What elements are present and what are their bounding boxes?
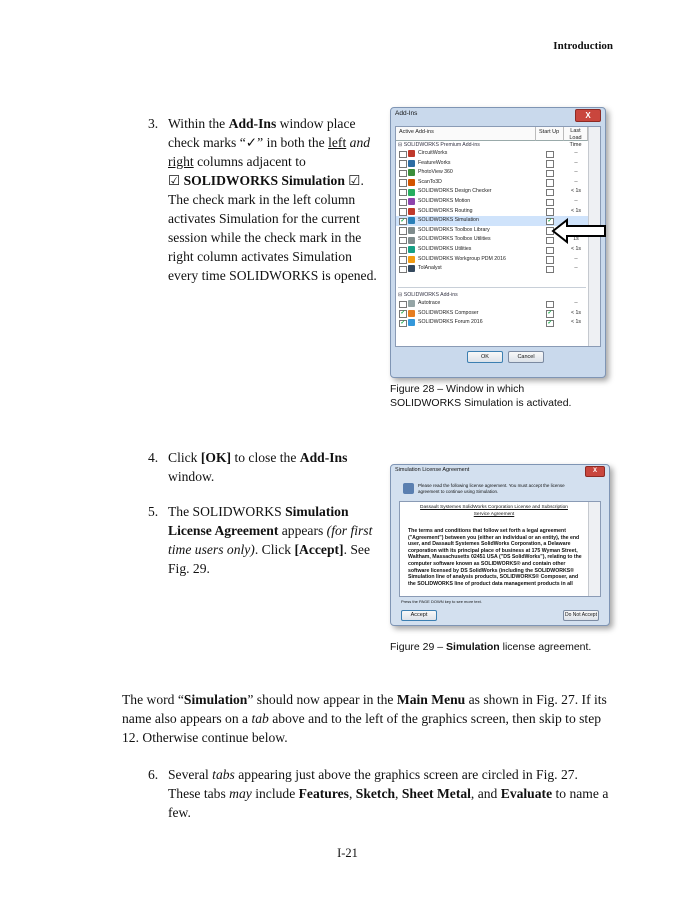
last-load-time: -- <box>574 255 578 262</box>
active-checkbox[interactable]: ✓ <box>400 217 406 224</box>
figure-29-caption: Figure 29 – Simulation license agreement. <box>390 641 592 653</box>
license-body: The terms and conditions that follow set forth a legal agreement ("Agreement") between you (either an individual or an entity), the end user, and Dassault Systemes SolidWorks Corporation, a Delaware corporation with its principal place of business at 175 Wyman Street, Waltham, Massachusetts 02451 USA ("DS SolidWorks"), relating to the computer software known as SOLIDWORKS® and contain other software licensed by DS SolidWorks (including the SOLIDWORKS® Simulation line of analysis products, SOLIDWORKS® Composer, and the SOLIDWORKS line of product data management products in all <box>408 528 582 587</box>
add-in-name: SOLIDWORKS Workgroup PDM 2016 <box>418 255 506 262</box>
page-number: I-21 <box>337 846 358 860</box>
last-load-time: -- <box>574 159 578 166</box>
last-load-time: < 1s <box>571 188 581 195</box>
step-number: 6. <box>148 767 159 782</box>
last-load-time: -- <box>574 178 578 185</box>
add-in-row[interactable] <box>396 245 588 254</box>
active-checkbox[interactable] <box>399 208 407 216</box>
add-in-icon <box>408 217 415 224</box>
last-load-time: < 1s <box>571 207 581 214</box>
active-checkbox[interactable] <box>399 227 407 235</box>
startup-checkbox[interactable] <box>546 247 554 255</box>
column-startup[interactable]: Start Up <box>536 127 564 141</box>
add-in-name: PhotoView 360 <box>418 169 453 176</box>
add-in-row[interactable] <box>396 149 588 158</box>
step-5: 5. The SOLIDWORKS Simulation License Agreement appears (for first time users only). Click [Accept]. See Fig. 29. <box>148 504 373 576</box>
add-in-icon <box>408 256 415 263</box>
add-in-row[interactable] <box>396 318 588 327</box>
active-checkbox[interactable] <box>399 199 407 207</box>
add-in-name: SOLIDWORKS Composer <box>418 309 479 316</box>
license-agreement-dialog <box>390 464 610 626</box>
add-in-icon <box>408 319 415 326</box>
startup-checkbox[interactable]: ✓ <box>547 217 553 224</box>
last-load-time: -- <box>574 300 578 306</box>
body-paragraph: The word “Simulation” should now appear in the Main Menu as shown in Fig. 27. If its name also appears on a tab above and to the left of the graphics screen, then skip to step 12. Otherwise continue below. <box>122 692 607 745</box>
add-in-name: SOLIDWORKS Routing <box>418 207 473 214</box>
info-icon <box>403 483 414 494</box>
add-in-name: FeatureWorks <box>418 159 451 166</box>
startup-checkbox[interactable] <box>546 208 554 216</box>
add-in-icon <box>408 246 415 253</box>
active-checkbox[interactable] <box>399 237 407 245</box>
active-checkbox[interactable] <box>399 256 407 264</box>
add-in-icon <box>408 227 415 234</box>
add-in-name: SOLIDWORKS Toolbox Utilities <box>418 236 491 243</box>
add-in-name: SOLIDWORKS Utilities <box>418 246 472 252</box>
add-in-row[interactable] <box>396 299 588 308</box>
active-checkbox[interactable]: ✓ <box>400 310 406 317</box>
last-load-time: -- <box>574 265 578 272</box>
add-in-icon <box>408 208 415 215</box>
accept-button[interactable]: Accept <box>401 610 437 621</box>
active-checkbox[interactable] <box>399 189 407 197</box>
active-checkbox[interactable] <box>399 247 407 255</box>
group-divider <box>398 287 586 288</box>
add-in-icon <box>408 310 415 317</box>
add-in-row[interactable] <box>396 168 588 177</box>
step-6: 6. Several tabs appearing just above the graphics screen are circled in Fig. 27. These tabs may include Features, Sketch, Sheet Metal, and Evaluate to name a few. <box>148 767 609 820</box>
add-in-name: SOLIDWORKS Design Checker <box>418 188 492 195</box>
startup-checkbox[interactable] <box>546 189 554 197</box>
active-checkbox[interactable] <box>399 266 407 274</box>
arrow-pointer-icon <box>551 218 607 244</box>
startup-checkbox[interactable] <box>546 160 554 168</box>
add-in-name: SOLIDWORKS Motion <box>418 198 471 204</box>
active-checkbox[interactable] <box>399 151 407 159</box>
do-not-accept-button[interactable]: Do Not Accept <box>563 610 599 621</box>
active-checkbox[interactable] <box>399 179 407 187</box>
add-in-row[interactable] <box>396 159 588 168</box>
step-3: 3. Within the Add-Ins window place check marks “✓” in both the left and right columns adjacent to ☑ SOLIDWORKS Simulation ☑. The check mark in the left column activates Simulation for the current session while the check mark in the right column activates Simulation every time SOLIDWORKS is opened. <box>148 116 377 283</box>
add-in-name: CircuitWorks <box>418 150 448 156</box>
step-4: 4. Click [OK] to close the Add-Ins window. <box>148 450 348 484</box>
startup-checkbox[interactable] <box>546 179 554 187</box>
add-in-icon <box>408 179 415 186</box>
column-active[interactable]: Active Add-ins <box>396 127 536 141</box>
startup-checkbox[interactable] <box>546 170 554 178</box>
step-number: 5. <box>148 504 159 519</box>
license-notice: Please read the following license agreement. You must accept the license agreement to continue using Simulation. <box>418 483 565 494</box>
startup-checkbox[interactable] <box>546 256 554 264</box>
add-in-icon <box>408 198 415 205</box>
add-in-row[interactable] <box>396 178 588 187</box>
add-in-icon <box>408 169 415 176</box>
step-number: 4. <box>148 450 159 465</box>
last-load-time: -- <box>574 169 578 176</box>
startup-checkbox[interactable] <box>546 301 554 309</box>
group-solidworks-addins[interactable]: ⊟ SOLIDWORKS Add-ins <box>398 292 458 298</box>
add-in-row[interactable] <box>396 255 588 264</box>
active-checkbox[interactable] <box>399 170 407 178</box>
active-checkbox[interactable]: ✓ <box>400 319 406 326</box>
last-load-time: < 1s <box>571 309 581 316</box>
step-number: 3. <box>148 116 159 131</box>
dialog-title: Add-Ins <box>395 110 418 117</box>
add-in-row[interactable] <box>396 264 588 273</box>
add-in-icon <box>408 189 415 196</box>
add-in-row[interactable] <box>396 197 588 206</box>
license-text-panel <box>399 501 601 597</box>
cancel-button[interactable]: Cancel <box>508 351 544 363</box>
last-load-time: < 1s <box>571 319 581 326</box>
add-in-row[interactable] <box>396 207 588 216</box>
add-in-name: SOLIDWORKS Toolbox Library <box>418 226 490 233</box>
startup-checkbox[interactable] <box>546 199 554 207</box>
group-premium-addins[interactable]: ⊟ SOLIDWORKS Premium Add-ins <box>398 142 480 148</box>
column-last-load-time[interactable]: Last Load Time <box>564 127 588 141</box>
add-in-name: ScanTo3D <box>418 178 442 185</box>
last-load-time: 1s <box>573 236 579 243</box>
active-checkbox[interactable] <box>399 301 407 309</box>
figure-28-caption: Figure 28 – Window in which SOLIDWORKS Simulation is activated. <box>390 383 572 409</box>
add-in-icon <box>408 160 415 167</box>
dialog-title: Simulation License Agreement <box>395 467 470 473</box>
startup-checkbox[interactable]: ✓ <box>547 319 553 326</box>
add-in-icon <box>408 150 415 157</box>
add-ins-dialog <box>390 107 606 378</box>
add-in-icon <box>408 265 415 272</box>
add-in-icon <box>408 300 415 307</box>
ok-button[interactable]: OK <box>467 351 503 363</box>
close-button[interactable]: X <box>585 466 605 477</box>
chapter-header: Introduction <box>553 40 613 52</box>
active-checkbox[interactable] <box>399 160 407 168</box>
add-in-row[interactable] <box>396 309 588 318</box>
last-load-time: -- <box>574 198 578 204</box>
add-in-name: TolAnalyst <box>418 265 442 272</box>
add-in-row[interactable] <box>396 187 588 196</box>
startup-checkbox[interactable] <box>546 266 554 274</box>
license-scrollbar[interactable] <box>588 502 600 596</box>
add-in-name: SOLIDWORKS Simulation <box>418 217 479 224</box>
last-load-time: -- <box>574 150 578 156</box>
add-in-icon <box>408 237 415 244</box>
license-heading: Dassault Systemes SolidWorks Corporation License and Subscription Service Agreement <box>420 505 568 517</box>
startup-checkbox[interactable] <box>546 151 554 159</box>
last-load-time: < 1s <box>571 246 581 252</box>
close-button[interactable]: X <box>575 109 601 122</box>
startup-checkbox[interactable]: ✓ <box>547 310 553 317</box>
add-in-name: SOLIDWORKS Forum 2016 <box>418 319 483 326</box>
add-in-name: Autotrace <box>418 300 441 306</box>
page-down-hint: Press the PAGE DOWN key to see more text. <box>401 599 482 604</box>
